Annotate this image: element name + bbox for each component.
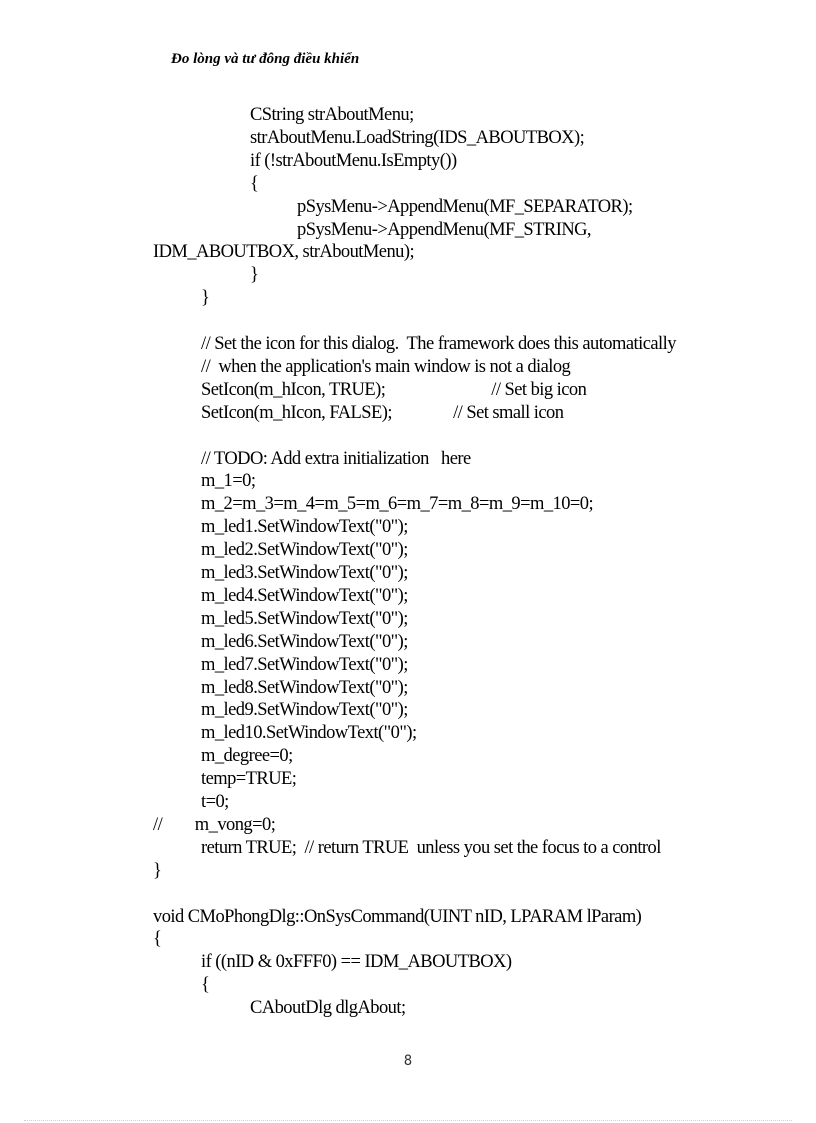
code-line: if ((nID & 0xFFF0) == IDM_ABOUTBOX) — [201, 952, 512, 973]
code-line: t=0; — [201, 792, 229, 812]
code-line: m_degree=0; — [201, 746, 293, 767]
code-line: m_1=0; — [201, 471, 256, 492]
code-line: { — [153, 929, 162, 950]
code-line: { — [250, 173, 259, 194]
code-line: { — [201, 975, 210, 996]
code-line: } — [153, 860, 162, 881]
code-line: m_led4.SetWindowText("0"); — [201, 585, 408, 606]
code-line: m_led3.SetWindowText("0"); — [201, 563, 408, 583]
code-line: SetIcon(m_hIcon, TRUE); // Set big icon — [201, 379, 587, 400]
code-line: m_led8.SetWindowText("0"); — [201, 677, 408, 698]
code-line: strAboutMenu.LoadString(IDS_ABOUTBOX); — [250, 127, 585, 148]
code-line: temp=TRUE; — [201, 769, 297, 790]
code-line: m_led10.SetWindowText("0"); — [201, 723, 417, 744]
code-line: m_2=m_3=m_4=m_5=m_6=m_7=m_8=m_9=m_10=0; — [201, 494, 594, 515]
code-line: // when the application's main window is not a dialog — [201, 356, 571, 377]
code-line: m_led7.SetWindowText("0"); — [201, 654, 408, 675]
code-line: } — [250, 265, 259, 286]
code-line: // TODO: Add extra initialization here — [201, 448, 471, 469]
page-number: 8 — [403, 1053, 413, 1069]
code-line: m_led5.SetWindowText("0"); — [201, 608, 408, 629]
code-line: CAboutDlg dlgAbout; — [250, 998, 406, 1019]
code-line: m_led2.SetWindowText("0"); — [201, 540, 408, 561]
code-line: void CMoPhongDlg::OnSysCommand(UINT nID, LPARAM lParam) — [153, 906, 642, 927]
code-line: IDM_ABOUTBOX, strAboutMenu); — [153, 242, 415, 263]
code-line: pSysMenu->AppendMenu(MF_STRING, — [297, 219, 592, 240]
running-header: Đo lòng và tư đông điều khiển — [171, 51, 360, 67]
code-line: return TRUE; // return TRUE unless you set the focus to a control — [201, 837, 661, 858]
code-line: CString strAboutMenu; — [250, 105, 414, 125]
code-line: m_led1.SetWindowText("0"); — [201, 517, 408, 538]
code-line: if (!strAboutMenu.IsEmpty()) — [250, 150, 457, 171]
code-line: // Set the icon for this dialog. The framework does this automatically — [201, 334, 676, 354]
code-line: pSysMenu->AppendMenu(MF_SEPARATOR); — [297, 196, 633, 217]
page-bottom-divider — [24, 1120, 792, 1121]
code-line: // m_vong=0; — [153, 814, 276, 835]
code-line: m_led9.SetWindowText("0"); — [201, 700, 408, 721]
code-line: SetIcon(m_hIcon, FALSE); // Set small icon — [201, 402, 564, 423]
code-line: m_led6.SetWindowText("0"); — [201, 631, 408, 652]
code-line: } — [201, 288, 210, 309]
